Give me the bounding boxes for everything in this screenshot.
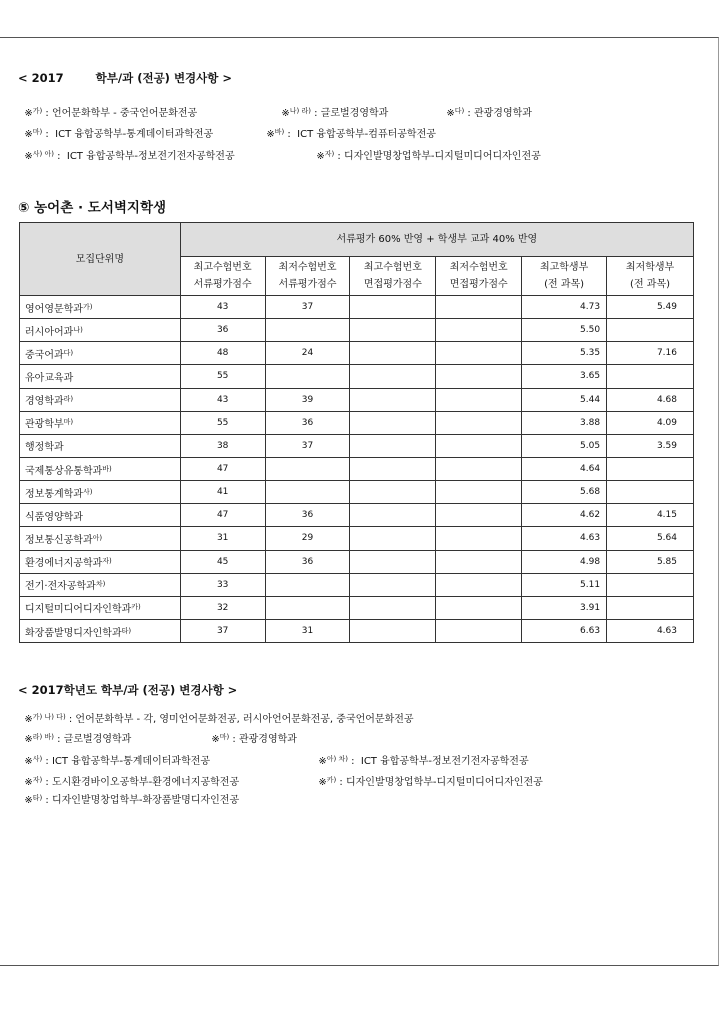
- unit-name: 유아교육과: [25, 372, 74, 384]
- header-line: 최저수험번호: [449, 262, 508, 273]
- table-row: [20, 411, 694, 434]
- table-row: [20, 550, 694, 573]
- section1-title: < 2017 학부/과 (전공) 변경사항 >: [18, 71, 233, 85]
- value-cell: 37: [265, 434, 350, 457]
- note-sup: 라) 바): [32, 733, 54, 741]
- unit-name-cell: [20, 342, 181, 365]
- table-row: [20, 296, 694, 319]
- note-mark: ※: [24, 795, 33, 806]
- unit-name: 화장품발명디자인학과: [25, 627, 122, 639]
- value-cell: 3.65: [522, 365, 607, 388]
- value-cell: 43: [180, 296, 265, 319]
- value-cell: [607, 573, 694, 596]
- value-cell: [436, 481, 522, 504]
- value-cell: [436, 619, 522, 642]
- value-cell: 4.62: [522, 504, 607, 527]
- table-row: [20, 573, 694, 596]
- value-cell: 36: [265, 504, 350, 527]
- note-text: : ICT 융합공학부-컴퓨터공학전공: [284, 129, 436, 140]
- value-cell: [350, 319, 436, 342]
- value-cell: 41: [180, 481, 265, 504]
- value-cell: [436, 411, 522, 434]
- header-line: 최고수험번호: [193, 262, 252, 273]
- unit-name: 중국어과: [25, 349, 64, 361]
- value-cell: [350, 527, 436, 550]
- value-cell: [436, 365, 522, 388]
- value-cell: 5.64: [607, 527, 694, 550]
- note-text: : ICT 융합공학부-통계데이터과학전공: [42, 756, 211, 767]
- unit-name: 정보통계학과: [25, 488, 83, 500]
- value-cell: 32: [180, 596, 265, 619]
- unit-footnote-mark: 라): [63, 395, 74, 404]
- value-cell: 31: [265, 619, 350, 642]
- value-cell: 4.73: [522, 296, 607, 319]
- value-cell: 45: [180, 550, 265, 573]
- note-text: : 디자인발명창업학부-화장품발명디자인전공: [42, 795, 240, 806]
- unit-name-cell: [20, 457, 181, 480]
- value-cell: 5.50: [522, 319, 607, 342]
- note-text: : 관광경영학과: [464, 108, 532, 119]
- note-text: : 디자인발명창업학부-디지털미디어디자인전공: [334, 151, 541, 162]
- value-cell: [350, 296, 436, 319]
- note-sup: 가): [32, 107, 43, 115]
- note-text: : ICT 융합공학부-통계데이터과학전공: [42, 129, 214, 140]
- note-mark: ※: [316, 151, 325, 162]
- value-cell: 47: [180, 457, 265, 480]
- note-mark: ※: [281, 108, 290, 119]
- note-mark: ※: [266, 129, 275, 140]
- value-cell: [265, 457, 350, 480]
- note-mark: ※: [24, 151, 33, 162]
- unit-name-cell: [20, 388, 181, 411]
- value-cell: 55: [180, 365, 265, 388]
- unit-name: 영어영문학과: [25, 303, 83, 315]
- table-row: [20, 504, 694, 527]
- unit-name: 국제통상유통학과: [25, 465, 103, 477]
- header-line: 서류평가점수: [278, 279, 337, 290]
- value-cell: [350, 573, 436, 596]
- unit-footnote-mark: 나): [73, 325, 83, 334]
- value-cell: 36: [265, 550, 350, 573]
- value-cell: [265, 481, 350, 504]
- value-cell: 5.85: [607, 550, 694, 573]
- table-row: [20, 481, 694, 504]
- note-sup: 마): [32, 128, 43, 136]
- unit-name: 경영학과: [25, 396, 64, 408]
- note-line: [205, 719, 297, 745]
- value-cell: [350, 550, 436, 573]
- header-line: 최저수험번호: [278, 262, 337, 273]
- value-cell: 55: [180, 411, 265, 434]
- note-sup: 아) 차): [326, 755, 348, 763]
- unit-name: 환경에너지공학과: [25, 558, 103, 570]
- unit-name-cell: [20, 550, 181, 573]
- header-line: (전 과목): [544, 279, 585, 290]
- table-row: [20, 457, 694, 480]
- header-line: 서류평가점수: [193, 279, 252, 290]
- value-cell: 4.15: [607, 504, 694, 527]
- table-row: [20, 319, 694, 342]
- note-sup: 가) 나) 다): [32, 713, 66, 721]
- note-mark: ※: [446, 108, 455, 119]
- note-sup: 사) 아): [32, 150, 54, 158]
- header-min-interview: [436, 257, 522, 296]
- value-cell: [265, 573, 350, 596]
- value-cell: 4.98: [522, 550, 607, 573]
- value-cell: 37: [180, 619, 265, 642]
- note-mark: ※: [24, 777, 33, 788]
- value-cell: 5.05: [522, 434, 607, 457]
- unit-footnote-mark: 타): [121, 626, 132, 635]
- value-cell: 4.09: [607, 411, 694, 434]
- header-max-doc: [180, 257, 265, 296]
- note-text: : ICT 융합공학부-정보전기전자공학전공: [53, 151, 235, 162]
- unit-footnote-mark: 차): [95, 580, 106, 589]
- value-cell: [350, 411, 436, 434]
- value-cell: 5.49: [607, 296, 694, 319]
- value-cell: 38: [180, 434, 265, 457]
- value-cell: [350, 365, 436, 388]
- value-cell: [436, 596, 522, 619]
- note-line: [18, 780, 239, 806]
- value-cell: 4.63: [607, 619, 694, 642]
- note-text: : ICT 융합공학부-정보전기전자공학전공: [347, 756, 529, 767]
- header-line: 면접평가점수: [363, 279, 422, 290]
- unit-name-cell: [20, 619, 181, 642]
- table-row: [20, 527, 694, 550]
- value-cell: [265, 365, 350, 388]
- note-text: : 언어문화학부 - 각, 영미언어문화전공, 러시아언어문화전공, 중국언어문화전공: [65, 714, 414, 725]
- value-cell: [436, 434, 522, 457]
- unit-name-cell: [20, 596, 181, 619]
- value-cell: 36: [265, 411, 350, 434]
- note-text: : 글로벌경영학과: [310, 108, 389, 119]
- value-cell: 4.63: [522, 527, 607, 550]
- section2-title: < 2017학년도 학부/과 (전공) 변경사항 >: [18, 683, 238, 697]
- value-cell: [350, 342, 436, 365]
- unit-name: 전기·전자공학과: [25, 581, 96, 593]
- unit-name: 정보통신공학과: [25, 534, 93, 546]
- note-sup: 카): [326, 776, 337, 784]
- note-line: [312, 762, 543, 788]
- value-cell: 48: [180, 342, 265, 365]
- note-text: : 관광경영학과: [229, 734, 297, 745]
- note-sup: 다): [454, 107, 465, 115]
- table-row: [20, 365, 694, 388]
- value-cell: 4.68: [607, 388, 694, 411]
- unit-footnote-mark: 카): [131, 603, 141, 612]
- value-cell: [607, 365, 694, 388]
- note-line: [440, 93, 532, 119]
- note-text: : 언어문화학부 - 중국언어문화전공: [42, 108, 198, 119]
- note-sup: 바): [274, 128, 285, 136]
- admission-table: [19, 222, 694, 643]
- table-row: [20, 434, 694, 457]
- note-mark: ※: [318, 756, 327, 767]
- value-cell: [265, 596, 350, 619]
- value-cell: [265, 319, 350, 342]
- unit-name-cell: [20, 527, 181, 550]
- note-sup: 마): [219, 733, 230, 741]
- value-cell: [436, 573, 522, 596]
- note-mark: ※: [24, 108, 33, 119]
- unit-name: 관광학부: [25, 419, 64, 431]
- header-line: 최저학생부: [625, 262, 675, 273]
- header-line: 최고수험번호: [363, 262, 422, 273]
- header-max-interview: [350, 257, 436, 296]
- unit-footnote-mark: 자): [102, 557, 112, 566]
- header-group: 서류평가 60% 반영 + 학생부 교과 40% 반영: [180, 223, 693, 257]
- unit-name: 행정학과: [25, 442, 64, 454]
- header-line: 최고학생부: [539, 262, 589, 273]
- value-cell: [350, 434, 436, 457]
- value-cell: [607, 596, 694, 619]
- note-mark: ※: [24, 714, 33, 725]
- unit-footnote-mark: 가): [82, 302, 93, 311]
- unit-name-cell: [20, 573, 181, 596]
- table-row: [20, 342, 694, 365]
- unit-name-cell: [20, 319, 181, 342]
- unit-name-cell: [20, 504, 181, 527]
- value-cell: 29: [265, 527, 350, 550]
- note-text: : 도시환경바이오공학부-환경에너지공학전공: [42, 777, 240, 788]
- value-cell: 3.88: [522, 411, 607, 434]
- value-cell: [350, 481, 436, 504]
- value-cell: 39: [265, 388, 350, 411]
- value-cell: 4.64: [522, 457, 607, 480]
- value-cell: 5.35: [522, 342, 607, 365]
- note-mark: ※: [211, 734, 220, 745]
- header-line: (전 과목): [630, 279, 671, 290]
- value-cell: 33: [180, 573, 265, 596]
- unit-footnote-mark: 바): [102, 464, 112, 473]
- value-cell: [436, 388, 522, 411]
- unit-footnote-mark: 아): [92, 533, 103, 542]
- value-cell: [607, 319, 694, 342]
- value-cell: 43: [180, 388, 265, 411]
- header-line: 면접평가점수: [449, 279, 508, 290]
- unit-name: 러시아어과: [25, 326, 74, 338]
- value-cell: 6.63: [522, 619, 607, 642]
- section-heading: ⑤ 농어촌 · 도서벽지학생: [18, 200, 167, 216]
- value-cell: [607, 481, 694, 504]
- value-cell: 3.91: [522, 596, 607, 619]
- value-cell: [350, 619, 436, 642]
- value-cell: 24: [265, 342, 350, 365]
- value-cell: [436, 527, 522, 550]
- note-mark: ※: [318, 777, 327, 788]
- value-cell: [350, 457, 436, 480]
- header-min-doc: [265, 257, 350, 296]
- value-cell: 3.59: [607, 434, 694, 457]
- note-mark: ※: [24, 129, 33, 140]
- table-row: [20, 619, 694, 642]
- unit-name-cell: [20, 411, 181, 434]
- value-cell: 36: [180, 319, 265, 342]
- value-cell: 7.16: [607, 342, 694, 365]
- note-sup: 자): [32, 776, 43, 784]
- table-row: [20, 388, 694, 411]
- note-mark: ※: [24, 734, 33, 745]
- unit-name-cell: [20, 481, 181, 504]
- unit-name: 식품영양학과: [25, 511, 83, 523]
- header-min-grade: [607, 257, 694, 296]
- value-cell: [436, 319, 522, 342]
- note-line: [18, 136, 235, 162]
- note-sup: 타): [32, 794, 43, 802]
- note-text: : 디자인발명창업학부-디지털미디어디자인전공: [336, 777, 543, 788]
- value-cell: [350, 388, 436, 411]
- unit-name-cell: [20, 296, 181, 319]
- value-cell: 5.44: [522, 388, 607, 411]
- table-row: [20, 596, 694, 619]
- unit-footnote-mark: 사): [82, 487, 93, 496]
- note-text: : 글로벌경영학과: [53, 734, 132, 745]
- unit-name-cell: [20, 434, 181, 457]
- value-cell: [436, 504, 522, 527]
- value-cell: [436, 457, 522, 480]
- value-cell: 37: [265, 296, 350, 319]
- note-sup: 나) 라): [289, 107, 311, 115]
- value-cell: 5.68: [522, 481, 607, 504]
- value-cell: [350, 596, 436, 619]
- unit-footnote-mark: 다): [63, 348, 74, 357]
- note-sup: 사): [32, 755, 43, 763]
- note-mark: ※: [24, 756, 33, 767]
- value-cell: [436, 550, 522, 573]
- unit-name: 디지털미디어디자인학과: [25, 604, 132, 616]
- note-line: [310, 136, 541, 162]
- header-unit-name: 모집단위명: [20, 223, 181, 296]
- unit-name-cell: [20, 365, 181, 388]
- value-cell: [436, 342, 522, 365]
- value-cell: 5.11: [522, 573, 607, 596]
- note-sup: 자): [324, 150, 335, 158]
- unit-footnote-mark: 마): [63, 418, 74, 427]
- header-max-grade: [522, 257, 607, 296]
- value-cell: [436, 296, 522, 319]
- value-cell: [607, 457, 694, 480]
- value-cell: [350, 504, 436, 527]
- value-cell: 31: [180, 527, 265, 550]
- value-cell: 47: [180, 504, 265, 527]
